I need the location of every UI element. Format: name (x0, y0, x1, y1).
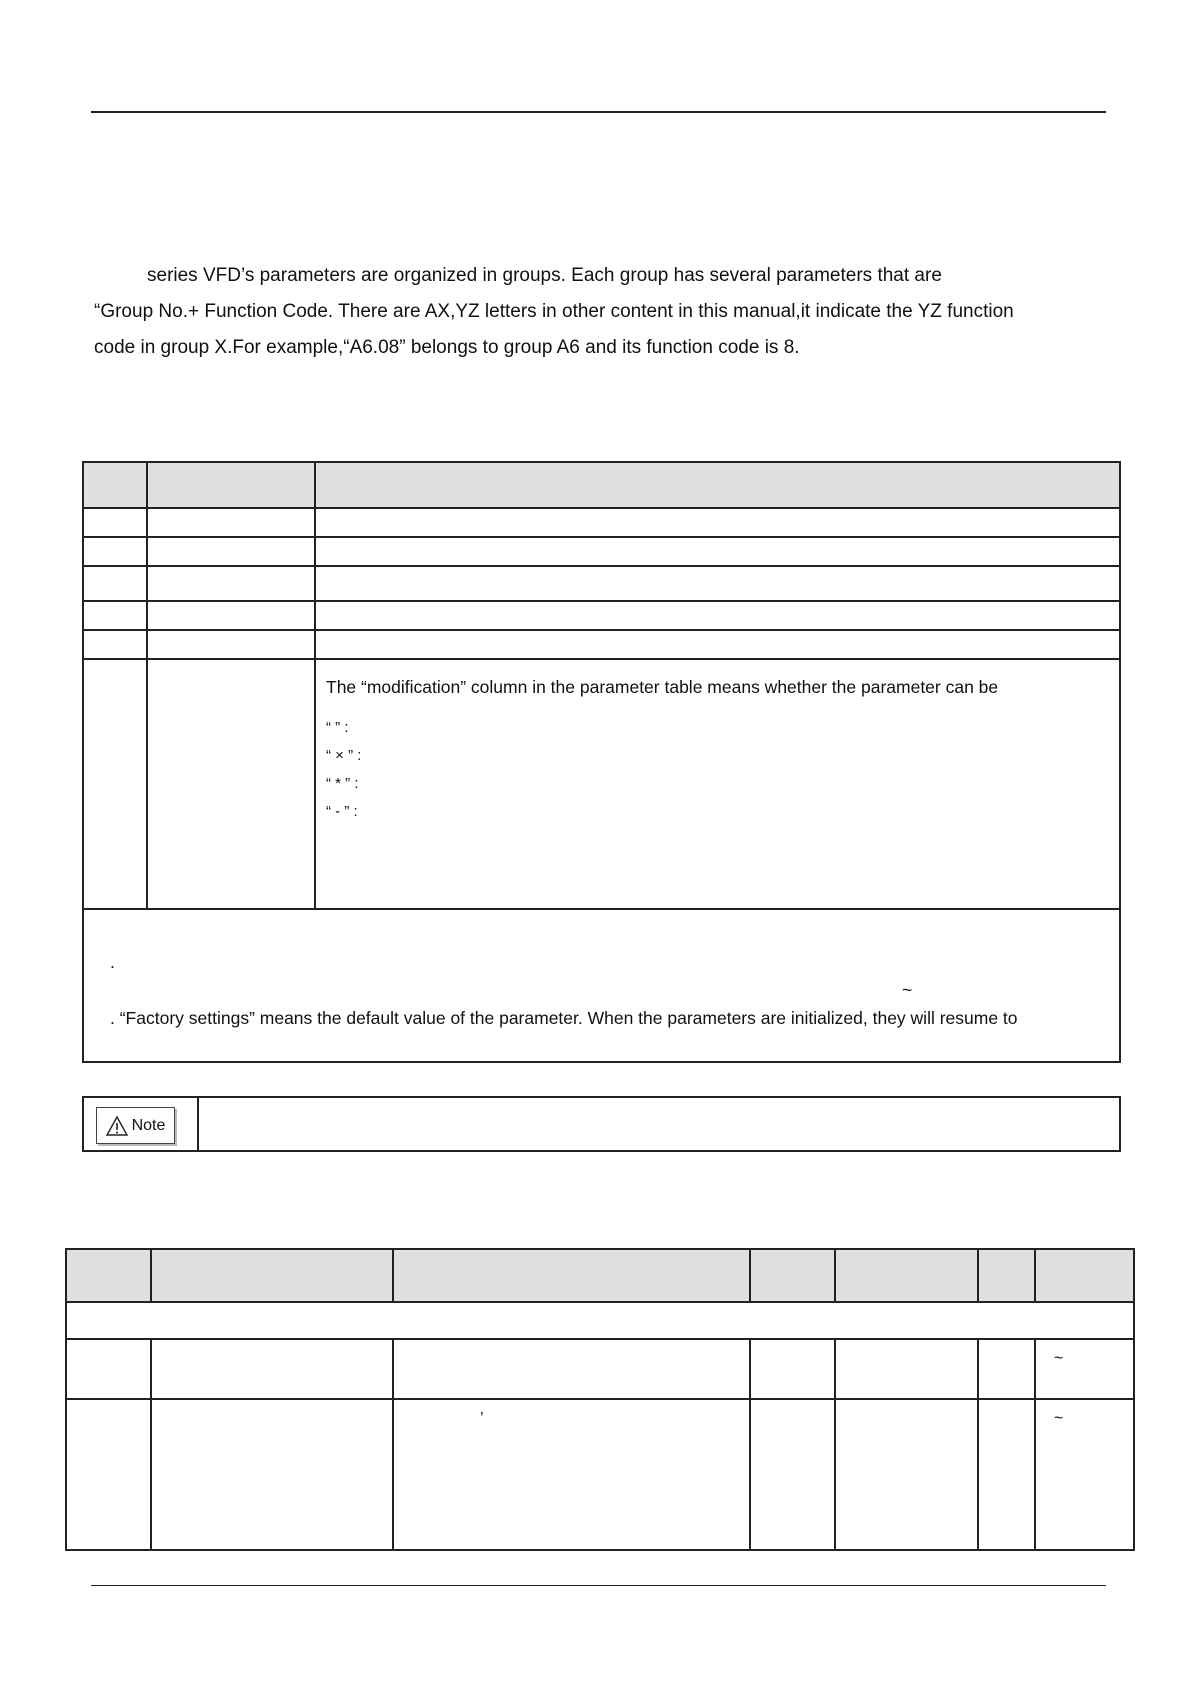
note-box (82, 1096, 1121, 1152)
symbol-dash: “ - ” : (326, 803, 358, 820)
parameter-legend-table (82, 461, 1121, 1063)
header-rule (91, 111, 1106, 113)
modification-row (83, 659, 1120, 909)
parameter-row (66, 1339, 1134, 1399)
legend-row (83, 630, 1120, 659)
parameter-header-row (66, 1249, 1134, 1302)
parameter-description-mark: ’ (480, 1410, 484, 1427)
intro-line-3: code in group X.For example,“A6.08” belongs to group A6 and its function code is 8. (94, 337, 800, 358)
legend-notes-row (83, 909, 1120, 1062)
modification-symbol-list (326, 714, 1109, 826)
note-label: Note (131, 1116, 166, 1134)
legend-row (83, 601, 1120, 630)
note-bullet-1: . (110, 952, 115, 972)
legend-row (83, 537, 1120, 566)
intro-paragraph (94, 258, 1104, 366)
note-box-divider (197, 1098, 199, 1150)
parameter-range-tilde: ~ (1054, 1350, 1064, 1367)
intro-line-2: “Group No.+ Function Code. There are AX,YZ letters in other content in this manual,it indicate the YZ function (94, 301, 1014, 322)
symbol-cross: “ × ” : (326, 747, 362, 764)
legend-row (83, 508, 1120, 537)
warning-triangle-icon (106, 1116, 128, 1136)
legend-notes (84, 910, 1119, 1050)
note-factory-settings: . “Factory settings” means the default value of the parameter. When the parameters are initialized, they will resume to (110, 1008, 1018, 1028)
legend-row (83, 566, 1120, 601)
footer-rule (91, 1585, 1106, 1586)
parameter-range-tilde: ~ (1054, 1410, 1064, 1427)
parameter-row (66, 1399, 1134, 1550)
note-range-tilde: ~ (902, 980, 913, 1000)
note-badge (96, 1107, 175, 1144)
intro-line-1: series VFD’s parameters are organized in groups. Each group has several parameters that are (147, 265, 942, 286)
modification-description (316, 660, 1119, 826)
symbol-any-time: “ ” : (326, 719, 349, 736)
legend-header-row (83, 462, 1120, 508)
function-parameter-table (65, 1248, 1135, 1551)
symbol-star: “ * ” : (326, 775, 359, 792)
modification-text: The “modification” column in the parameter table means whether the parameter can be (326, 677, 999, 697)
parameter-group-row (66, 1302, 1134, 1339)
